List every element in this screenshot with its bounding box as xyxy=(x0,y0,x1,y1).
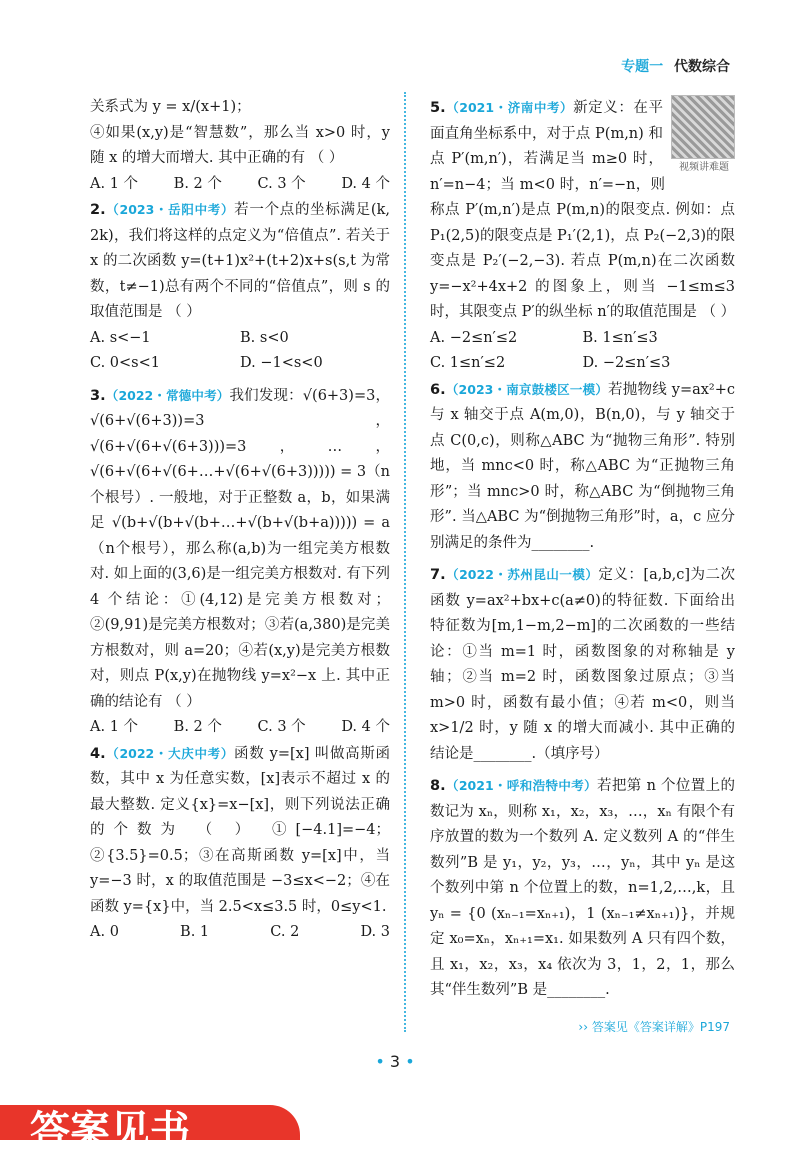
question-4 xyxy=(90,741,390,921)
qr-caption: 视频讲难题 xyxy=(679,162,729,173)
q8-number: 8. xyxy=(430,778,446,794)
question-2 xyxy=(90,197,390,326)
question-6 xyxy=(430,377,735,557)
q2-number: 2. xyxy=(90,202,106,218)
question-7 xyxy=(430,562,735,767)
q2-text: 若一个点的坐标满足(k, 2k)，我们将这样的点定义为“倍值点”. 若关于 x 的二次函数 y=(t+1)x²+(t+2)x+s(s,t 为常数，t≠−1)总有两个不同的“倍值点”，则 s 的取值范围是 （ ） xyxy=(90,202,390,320)
left-column xyxy=(90,95,390,946)
option-c: C. 0<s<1 xyxy=(90,355,160,371)
option-d: D. 4 个 xyxy=(341,719,390,735)
option-a: A. 1 个 xyxy=(90,719,139,735)
bottom-banner xyxy=(0,1105,300,1154)
q7-source-tag: （2022・苏州昆山一模） xyxy=(445,567,599,582)
option-b: B. 2 个 xyxy=(173,719,222,735)
q1-item4: ④如果(x,y)是“智慧数”，那么当 x>0 时，y 随 x 的增大而增大. 其中正确的有 （ ） xyxy=(90,124,390,166)
q3-number: 3. xyxy=(90,387,106,404)
q4-options xyxy=(90,920,390,946)
option-a: A. s<−1 xyxy=(90,329,151,346)
q1-options xyxy=(90,172,390,198)
topic-title: 代数综合 xyxy=(674,59,730,75)
q7-number: 7. xyxy=(430,567,446,583)
topic-label: 专题一 xyxy=(621,59,664,75)
column-divider xyxy=(404,92,406,1032)
q4-text: 函数 y=[x] 叫做高斯函数，其中 x 为任意实数，[x]表示不超过 x 的最大整数. 定义{x}=x−[x]，则下列说法正确的个数为 （ ） ①[−4.1]=−4；②{3.5}=0.5；③在高斯函数 y=[x]中，当 y=−3 时，x 的取值范围是 −3≤x<−2；④在函数 y={x}中，当 2.5<x≤3.5 时，0≤y<1. xyxy=(90,745,390,915)
chevron-right-icon: ›› xyxy=(578,1020,592,1034)
option-c: C. 3 个 xyxy=(257,719,306,735)
question-8 xyxy=(430,773,735,1004)
option-a: A. 1 个 xyxy=(90,175,139,192)
option-c: C. 3 个 xyxy=(257,175,306,192)
banner-text: 答案见书 xyxy=(30,1108,190,1154)
option-b: B. s<0 xyxy=(240,329,289,346)
q5-number: 5. xyxy=(430,100,446,116)
q8-text: 若把第 n 个位置上的数记为 xₙ，则称 x₁，x₂，x₃，…，xₙ 有限个有序放置的数为一个数列 A. 定义数列 A 的“伴生数列”B 是 y₁，y₂，y₃，…，yₙ，其中 yₙ 是这个数列中第 n 个位置上的数，n=1,2,…,k，且 yₙ = {0 (xₙ₋₁=xₙ₊₁)，1 (xₙ₋₁≠xₙ₊₁)}，并规定 x₀=xₙ，xₙ₊₁=x₁. 如果数列 A 只有四个数，且 x₁，x₂，x₃，x₄ 依次为 3，1，2，1，那么其“伴生数列”B 是________. xyxy=(430,778,735,998)
q4-source-tag: （2022・大庆中考） xyxy=(105,745,235,761)
option-a: A. −2≤n′≤2 xyxy=(430,329,518,346)
page-number-value: 3 xyxy=(389,1052,401,1071)
page-header xyxy=(621,56,730,76)
option-a: A. 0 xyxy=(90,924,119,940)
page-number xyxy=(0,1052,790,1071)
option-d: D. 3 xyxy=(360,924,390,940)
q6-text: 若抛物线 y=ax²+c 与 x 轴交于点 A(m,0)，B(n,0)，与 y 轴交于点 C(0,c)，则称△ABC 为“抛物三角形”. 特别地，当 mnc<0 时，称△ABC 为“正抛物三角形”；当 mnc>0 时，称△ABC 为“倒抛物三角形”. 当△ABC 为“倒抛物三角形”时，a，c 应分别满足的条件为________. xyxy=(430,381,736,551)
option-d: D. −2≤n′≤3 xyxy=(582,355,671,371)
option-c: C. 1≤n′≤2 xyxy=(430,355,506,371)
question-3 xyxy=(90,383,390,716)
q3-text: 我们发现：√(6+3)=3，√(6+√(6+3))=3，√(6+√(6+√(6+3)))=3，…，√(6+√(6+√(6+…+√(6+√(6+3))))) = 3（n个根号）. 一般地，对于正整数 a，b，如果满足 √(b+√(b+√(b+…+√(b+√(b+a))))) = a（n个根号），那么称(a,b)为一组完美方根数对. 如上面的(3,6)是一组完美方根数对. 有下列 4 个结论：①(4,12)是完美方根数对；②(9,91)是完美方根数对；③若(a,380)是完美方根数对，则 a=20；④若(x,y)是完美方根数对，则点 P(x,y)在抛物线 y=x²−x 上. 其中正确的结论有 （ ） xyxy=(90,387,390,710)
q7-text: 定义：[a,b,c]为二次函数 y=ax²+bx+c(a≠0)的特征数. 下面给出特征数为[m,1−m,2−m]的二次函数的一些结论：①当 m=1 时，函数图象的对称轴是 y 轴；②当 m=2 时，函数图象过原点；③当 m>0 时，函数有最小值；④若 m<0，则当 x>1/2 时，y 随 x 的增大而减小. 其中正确的结论是________.（填序号） xyxy=(430,567,735,762)
answer-reference xyxy=(578,1018,730,1035)
q3-source-tag: （2022・常德中考） xyxy=(105,387,230,403)
option-b: B. 1 xyxy=(180,924,210,940)
dot-icon: • xyxy=(405,1052,415,1071)
qr-code-icon[interactable] xyxy=(671,95,735,159)
q3-options xyxy=(90,715,390,741)
dot-icon: • xyxy=(375,1052,385,1071)
option-b: B. 1≤n′≤3 xyxy=(582,329,658,346)
q1-continuation: 关系式为 y = x/(x+1)； xyxy=(90,99,251,115)
answer-reference-text: 答案见《答案详解》P197 xyxy=(591,1020,730,1034)
q2-source-tag: （2023・岳阳中考） xyxy=(105,202,235,217)
q5-source-tag: （2021・济南中考） xyxy=(445,100,574,115)
q2-options xyxy=(90,326,390,377)
option-b: B. 2 个 xyxy=(173,175,222,192)
option-d: D. −1<s<0 xyxy=(240,355,323,371)
q8-source-tag: （2021・呼和浩特中考） xyxy=(445,778,598,793)
q5-text: 新定义：在平面直角坐标系中，对于点 P(m,n) 和点 P′(m,n′)，若满足当 m≥0 时，n′=n−4；当 m<0 时，n′=−n，则称点 P′(m,n′)是点 P(m,n)的限变点. 例如：点 P₁(2,5)的限变点是 P₁′(2,1)，点 P₂(−2,3)的限变点是 P₂′(−2,−3). 若点 P(m,n)在二次函数 y=−x²+4x+2 的图象上，则当 −1≤m≤3 时，其限变点 P′的纵坐标 n′的取值范围是 （ ） xyxy=(430,100,736,320)
option-d: D. 4 个 xyxy=(341,175,390,192)
q4-number: 4. xyxy=(90,745,106,762)
option-c: C. 2 xyxy=(270,924,300,940)
right-column xyxy=(430,95,735,1004)
q6-number: 6. xyxy=(430,381,446,398)
q6-source-tag: （2023・南京鼓楼区一模） xyxy=(445,381,609,397)
q5-options xyxy=(430,326,735,377)
